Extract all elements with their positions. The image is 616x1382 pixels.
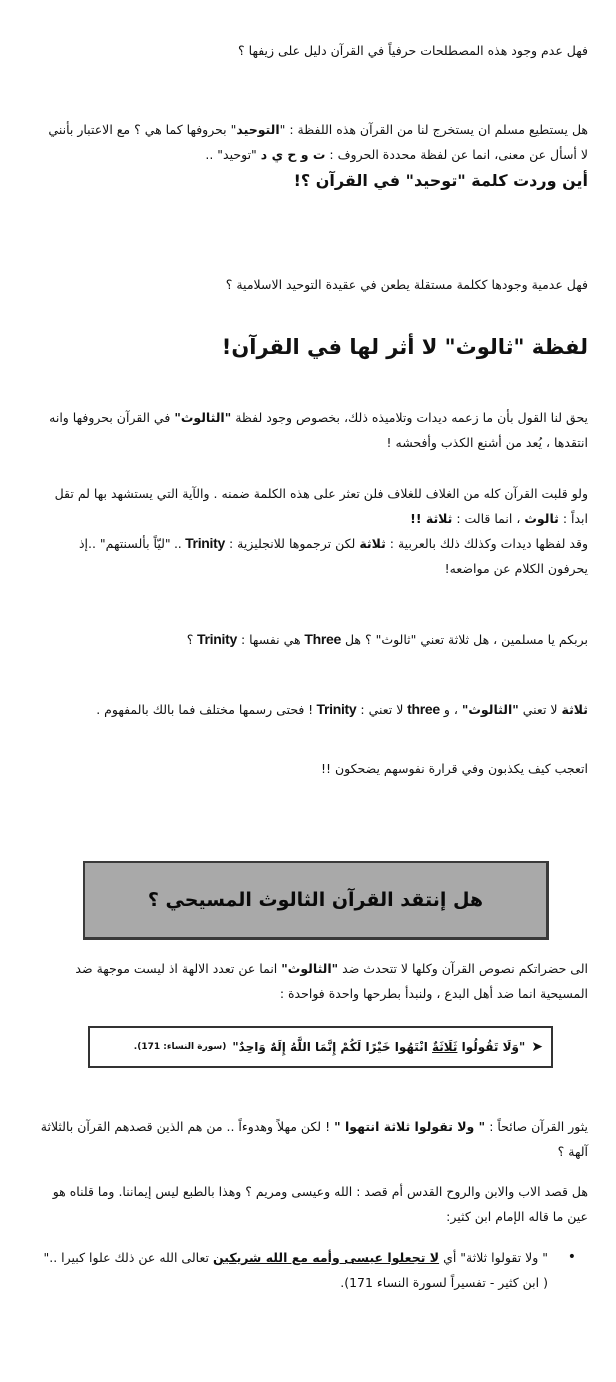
paragraph-search-quran: ولو قلبت القرآن كله من الغلاف للغلاف فلن تعثر على هذه الكلمة ضمنه . والآية التي يستشهد بها لم تقل ابداً : ثالوث ، انما قالت : ثلاثة !! (54, 486, 588, 526)
ayah-reference: (سورة النساء: 171). (133, 1042, 227, 1052)
bullet-dot-icon: • (567, 1249, 576, 1265)
paragraph-different-meaning: ثلاثة لا تعني "الثالوث" ، و three لا تعني : Trinity ! فحتى رسمها مختلف فما بالك بالمفهوم . (96, 701, 588, 717)
paragraph-translation: وقد لفظها ديدات وكذلك ذلك بالعربية : ثلاثة لكن ترجموها للانجليزية : Trinity .. "ليّاً بألسنتهم" ..إذ يحرفون الكلام عن مواضعه! (78, 535, 588, 576)
section-title: هل إنتقد القرآن الثالوث المسيحي ؟ (147, 889, 484, 911)
heading-where-tawhid: أين وردت كلمة "توحيد" في القرآن ؟! (293, 171, 588, 190)
paragraph-tawhid-challenge: هل يستطيع مسلم ان يستخرج لنا من القرآن هذه اللفظة : "التوحيد" بحروفها كما هي ؟ مع الاعتبار بأنني لا أسأل عن معنى، انما عن لفظة محددة الحروف : ت و ح ي د "توحيد" .. (48, 122, 588, 162)
bullet-ibn-kathir-quote: • " ولا تقولوا ثلاثة" أي لا تجعلوا عيسى وأمه مع الله شريكين تعالى الله عن ذلك علوا كبيرا .." ( ابن كثير - تفسيراً لسورة النساء 171). (40, 1245, 576, 1295)
paragraph-quran-cries: يثور القرآن صائحاً : " ولا تقولوا ثلاثة انتهوا " ! لكن مهلاً وهدوءاً .. من هم الذين قصدهم القرآن بالثلاثة آلهة ؟ (40, 1119, 588, 1159)
paragraph-deedat-claim: يحق لنا القول بأن ما زعمه ديدات وتلاميذه ذلك، بخصوص وجود لفظة "الثالوث" في القرآن بحروفها وانه انتقدها ، يُعد من أشنع الكذب وأفحشه ! (49, 410, 588, 450)
arrowhead-bullet-icon: ➤ (531, 1039, 543, 1055)
paragraph-question-terms: فهل عدم وجود هذه المصطلحات حرفياً في القرآن دليل على زيفها ؟ (238, 43, 588, 58)
ayah-quote-box (88, 1026, 553, 1068)
paragraph-three-vs-trinity: بربكم يا مسلمين ، هل ثلاثة تعني "ثالوث" ؟ هل Three هي نفسها : Trinity ؟ (186, 631, 588, 647)
section-title-box (83, 861, 549, 940)
paragraph-quran-texts: الى حضراتكم نصوص القرآن وكلها لا تتحدث ضد "الثالوث" انما عن تعدد الالهة اذ ليست موجهة ضد المسيحية انما ضد أهل البدع ، ولنبدأ بطرحها واحدة فواحدة : (75, 961, 588, 1001)
paragraph-absence-tawhid: فهل عدمية وجودها ككلمة مستقلة يطعن في عقيدة التوحيد الاسلامية ؟ (225, 277, 588, 292)
paragraph-ibn-kathir-intro: هل قصد الاب والابن والروح القدس أم قصد : الله وعيسى ومريم ؟ وهذا بالطبع ليس إيماننا. وما قلناه هو عين ما قاله الإمام ابن كثير: (52, 1184, 588, 1224)
heading-trinity-absent: لفظة "ثالوث" لا أثر لها في القرآن! (221, 335, 588, 359)
ayah-text: "وَلَا تَقُولُوا ثَلَاثَةٌ انْتَهُوا خَيْرًا لَكُمْ إِنَّمَا اللَّهُ إِلَهٌ وَاحِدٌ" (232, 1040, 526, 1054)
paragraph-wonder: اتعجب كيف يكذبون وفي قرارة نفوسهم يضحكون !! (321, 761, 588, 776)
